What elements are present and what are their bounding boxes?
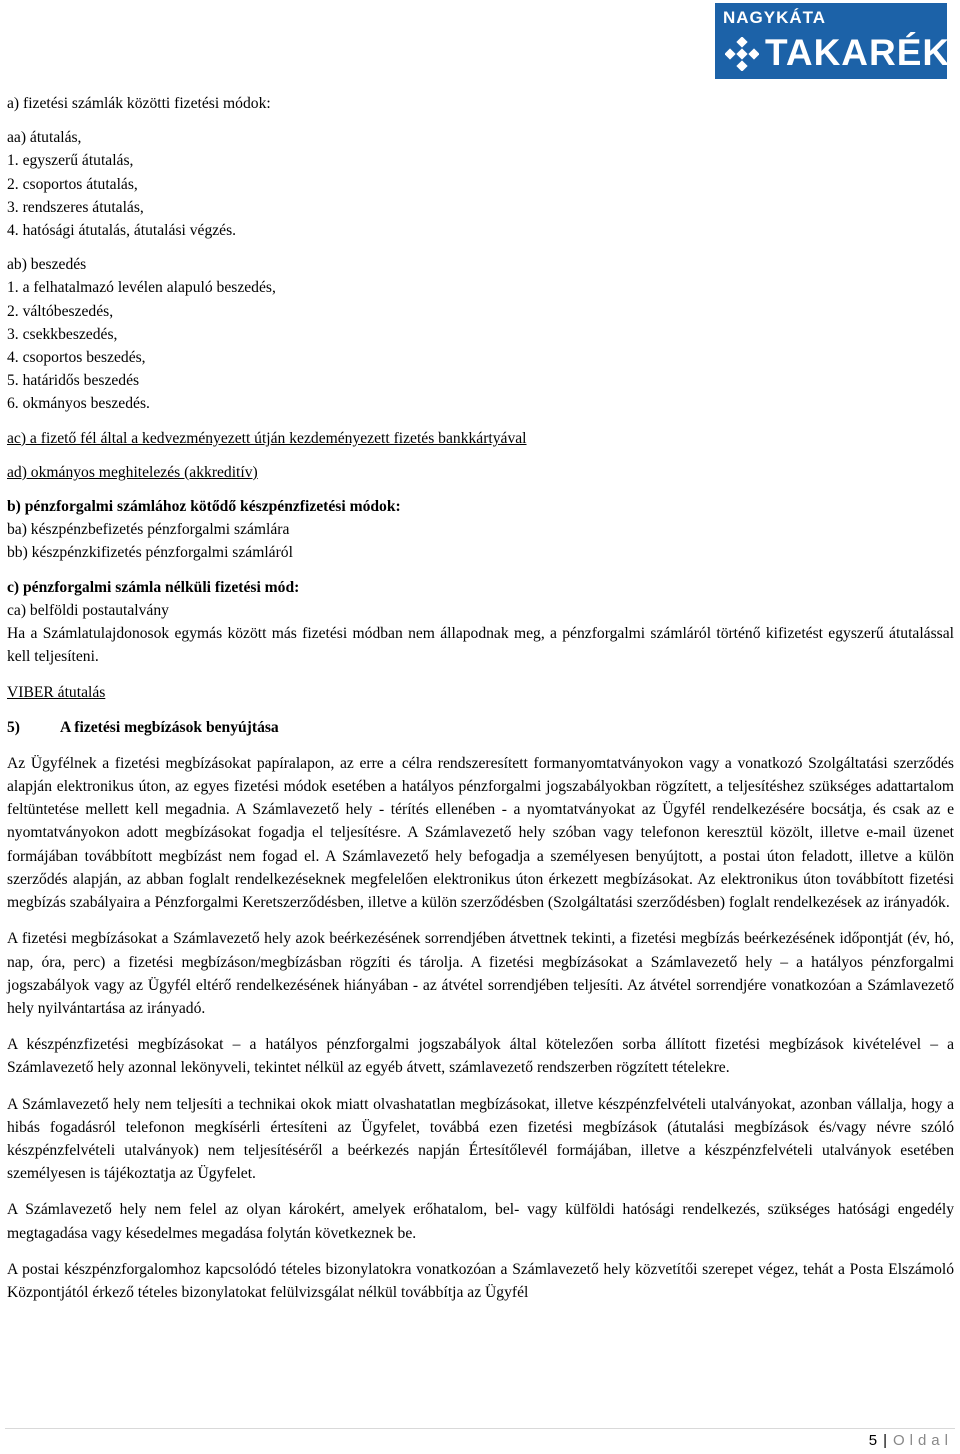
page-word: Oldal (892, 1432, 953, 1449)
section-a-title: a) fizetési számlák közötti fizetési módok: (7, 95, 271, 112)
list-item: 4. hatósági átutalás, átutalási végzés. (7, 222, 237, 240)
footer-separator: | (883, 1432, 887, 1449)
logo-diamond-icon (725, 37, 759, 71)
list-item: bb) készpénzkifizetés pénzforgalmi számláról (7, 544, 293, 562)
section-5-heading (7, 716, 954, 739)
paragraph: A készpénzfizetési megbízásokat – a hatályos pénzforgalmi jogszabályok által kötelezően sorba állított fizetési megbízások kivételével – a Számlavezető hely azonnal lekönyveli, tekintet nélkül az egyéb átvett, számlavezető rendszerben rögzített tételekre. (7, 1036, 954, 1077)
list-item: 4. csoportos beszedés, (7, 349, 146, 367)
page-footer (869, 1432, 953, 1449)
section-c-paragraph: Ha a Számlatulajdonosok egymás között más fizetési módban nem állapodnak meg, a pénzforgalmi számláról történő kifizetést egyszerű átutalással kell teljesíteni. (7, 625, 954, 666)
document-body (7, 92, 954, 1304)
list-item: ca) belföldi postautalvány (7, 601, 169, 619)
list-item: 3. rendszeres átutalás, (7, 198, 144, 216)
footer-divider (5, 1428, 955, 1429)
paragraph: A Számlavezető hely nem teljesíti a technikai okok miatt olvashatatlan megbízásokat, illetve készpénzfelvételi utalványokat, azonban vállalja, hogy a hibás fogadásról telefonon megkísérli értesíteni az Ügyfelet, továbbá ezen fizetési megbízások (átutalási megbízások és/vagy névre szóló készpénzfelvételi utalványok) nem teljesítéséről a beérkezés napján Értesítőlevél formájában, illetve a készpénzfelvételi utalványok esetében személyesen is tájékoztatja az Ügyfelet. (7, 1095, 954, 1183)
paragraph: A fizetési megbízásokat a Számlavezető hely azok beérkezésének sorrendjében átvettnek tekinti, a fizetési megbízás beérkezésének időpontját (év, hó, nap, óra, perc) a fizetési megbízáson/megbízásban rögzíti és tárolja. A fizetési megbízásokat a Számlavezető hely – a hatályos pénzforgalmi jogszabályok vagy az Ügyfél eltérő rendelkezésének hiányában - az átvétel sorrendjében teljesíti. Az átvétel sorrendjére vonatkozóan a Számlavezető hely nyilvántartása az irányadó. (7, 930, 954, 1017)
list-item: 2. váltóbeszedés, (7, 302, 114, 320)
paragraph: A postai készpénzforgalomhoz kapcsolódó tételes bizonylatokra vonatkozóan a Számlavezető hely közvetítői szerepet végez, tehát a Posta Elszámoló Központjától érkező tételes bizonylatokat felülvizsgálat nélkül továbbítja az Ügyfél (7, 1260, 954, 1301)
list-item: 1. a felhatalmazó levélen alapuló beszedés, (7, 279, 276, 297)
takarek-logo (715, 3, 951, 79)
section-c-title: c) pénzforgalmi számla nélküli fizetési mód: (7, 578, 300, 596)
list-item: ba) készpénzbefizetés pénzforgalmi számlára (7, 521, 290, 539)
section-5-number: 5) (7, 718, 20, 736)
list-item: 6. okmányos beszedés. (7, 395, 150, 413)
section-b-title: b) pénzforgalmi számlához kötődő készpénzfizetési módok: (7, 498, 401, 516)
paragraph: A Számlavezető hely nem felel az olyan károkért, amelyek erőhatalom, bel- vagy külföldi hatósági rendelkezés, szükséges hatósági engedély megtagadása vagy késedelmes megadása folytán következnek be. (7, 1201, 954, 1242)
section-ad-line: ad) okmányos meghitelezés (akkreditív) (7, 463, 258, 481)
list-item: 3. csekkbeszedés, (7, 325, 118, 343)
paragraph: Az Ügyfélnek a fizetési megbízásokat papíralapon, az erre a célra rendszeresített formanyomtatványokon vagy a vonatkozó Szolgáltatási szerződés alapján elektronikus úton, az egyes fizetési módok esetében a hatályos pénzforgalmi jogszabályokban rögzített, a teljesítéshez szükséges adattartalom feltüntetése mellett kell megadnia. A Számlavezető hely - térítés ellenében - a nyomtatványokat az Ügyfél rendelkezésére bocsátja, és csak az e nyomtatványokon adott megbízásokat fogadja el teljesítésre. A Számlavezető hely szóban vagy telefonon keresztül közölt, illetve e-mail üzenet formájában továbbított megbízást nem fogad el. A Számlavezető hely befogadja a személyesen benyújtott, a postai úton feladott, illetve a külön szerződés alapján, az abban foglalt rendelkezéseknek megfelelően elektronikus úton érkezett megbízásokat. Az elektronikus úton továbbított fizetési megbízás szabályaira a Pénzforgalmi Keretszerződésben, illetve a külön szerződésben (Szolgáltatási szerződésben) foglalt rendelkezések az irányadók. (7, 754, 954, 912)
logo-main-text: TAKARÉK (765, 32, 951, 73)
list-item: 5. határidős beszedés (7, 372, 140, 390)
page-number: 5 (868, 1432, 878, 1449)
logo-top-text: NAGYKÁTA (723, 8, 827, 27)
section-ab-title: ab) beszedés (7, 256, 87, 274)
section-5-title: A fizetési megbízások benyújtása (60, 718, 279, 736)
list-item: 1. egyszerű átutalás, (7, 152, 134, 170)
list-item: 2. csoportos átutalás, (7, 175, 138, 193)
section-aa-title: aa) átutalás, (7, 129, 82, 147)
section-ac-line: ac) a fizető fél által a kedvezményezett útján kezdeményezett fizetés bankkártyával (7, 429, 527, 447)
viber-heading: VIBER átutalás (7, 684, 106, 702)
